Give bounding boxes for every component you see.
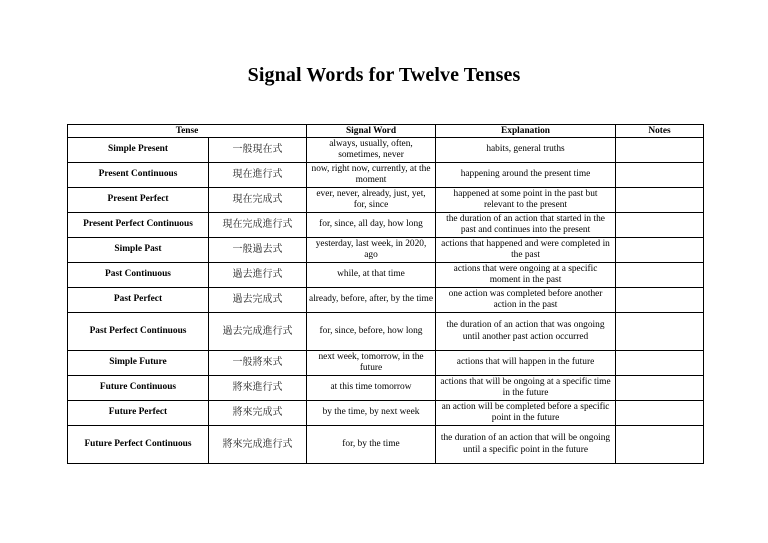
notes-cell — [616, 351, 704, 376]
table-row — [68, 426, 704, 464]
explanation: the duration of an action that will be ongoing until a specific point in the future — [436, 426, 616, 464]
notes-cell — [616, 288, 704, 313]
explanation: the duration of an action that was ongoing until another past action occurred — [436, 313, 616, 351]
tense-name-zh: 將來完成式 — [209, 401, 307, 426]
tense-name-en: Simple Present — [68, 138, 209, 163]
notes-cell — [616, 188, 704, 213]
explanation: actions that will be ongoing at a specific time in the future — [436, 376, 616, 401]
tense-name-zh: 現在完成進行式 — [209, 213, 307, 238]
tense-table — [67, 124, 704, 464]
tense-name-zh: 現在完成式 — [209, 188, 307, 213]
tense-name-zh: 現在進行式 — [209, 163, 307, 188]
tense-name-en: Present Continuous — [68, 163, 209, 188]
table-header-row — [68, 125, 704, 138]
table-row — [68, 213, 704, 238]
notes-cell — [616, 213, 704, 238]
signal-words: for, since, all day, how long — [307, 213, 436, 238]
tense-name-en: Simple Future — [68, 351, 209, 376]
explanation: an action will be completed before a specific point in the future — [436, 401, 616, 426]
table-row — [68, 138, 704, 163]
signal-words: now, right now, currently, at the moment — [307, 163, 436, 188]
explanation: the duration of an action that started in the past and continues into the present — [436, 213, 616, 238]
tense-name-en: Future Perfect — [68, 401, 209, 426]
notes-cell — [616, 313, 704, 351]
notes-cell — [616, 238, 704, 263]
tense-name-en: Future Continuous — [68, 376, 209, 401]
tense-name-en: Past Perfect Continuous — [68, 313, 209, 351]
table-row — [68, 288, 704, 313]
signal-words: while, at that time — [307, 263, 436, 288]
explanation: actions that were ongoing at a specific moment in the past — [436, 263, 616, 288]
signal-words: for, since, before, how long — [307, 313, 436, 351]
header-tense: Tense — [68, 125, 307, 138]
tense-name-zh: 將來完成進行式 — [209, 426, 307, 464]
notes-cell — [616, 426, 704, 464]
table-row — [68, 188, 704, 213]
notes-cell — [616, 263, 704, 288]
table-row — [68, 351, 704, 376]
notes-cell — [616, 163, 704, 188]
tense-name-zh: 過去完成式 — [209, 288, 307, 313]
signal-words: next week, tomorrow, in the future — [307, 351, 436, 376]
tense-name-en: Simple Past — [68, 238, 209, 263]
signal-words: ever, never, already, just, yet, for, since — [307, 188, 436, 213]
tense-name-zh: 過去進行式 — [209, 263, 307, 288]
explanation: happened at some point in the past but relevant to the present — [436, 188, 616, 213]
notes-cell — [616, 401, 704, 426]
signal-words: always, usually, often, sometimes, never — [307, 138, 436, 163]
table-row — [68, 376, 704, 401]
notes-cell — [616, 138, 704, 163]
table-row — [68, 313, 704, 351]
table-row — [68, 238, 704, 263]
tense-name-zh: 一般過去式 — [209, 238, 307, 263]
signal-words: at this time tomorrow — [307, 376, 436, 401]
tense-name-en: Past Perfect — [68, 288, 209, 313]
table-row — [68, 163, 704, 188]
tense-name-en: Present Perfect Continuous — [68, 213, 209, 238]
signal-words: already, before, after, by the time — [307, 288, 436, 313]
tense-name-en: Past Continuous — [68, 263, 209, 288]
tense-name-en: Present Perfect — [68, 188, 209, 213]
table-row — [68, 263, 704, 288]
explanation: habits, general truths — [436, 138, 616, 163]
header-explanation: Explanation — [436, 125, 616, 138]
explanation: happening around the present time — [436, 163, 616, 188]
tense-name-zh: 將來進行式 — [209, 376, 307, 401]
signal-words: yesterday, last week, in 2020, ago — [307, 238, 436, 263]
explanation: actions that happened and were completed in the past — [436, 238, 616, 263]
signal-words: for, by the time — [307, 426, 436, 464]
header-signal-word: Signal Word — [307, 125, 436, 138]
explanation: one action was completed before another action in the past — [436, 288, 616, 313]
tense-name-zh: 一般將來式 — [209, 351, 307, 376]
signal-words: by the time, by next week — [307, 401, 436, 426]
table-row — [68, 401, 704, 426]
tense-name-en: Future Perfect Continuous — [68, 426, 209, 464]
header-notes: Notes — [616, 125, 704, 138]
page-title: Signal Words for Twelve Tenses — [247, 64, 521, 86]
tense-name-zh: 一般現在式 — [209, 138, 307, 163]
notes-cell — [616, 376, 704, 401]
explanation: actions that will happen in the future — [436, 351, 616, 376]
tense-name-zh: 過去完成進行式 — [209, 313, 307, 351]
